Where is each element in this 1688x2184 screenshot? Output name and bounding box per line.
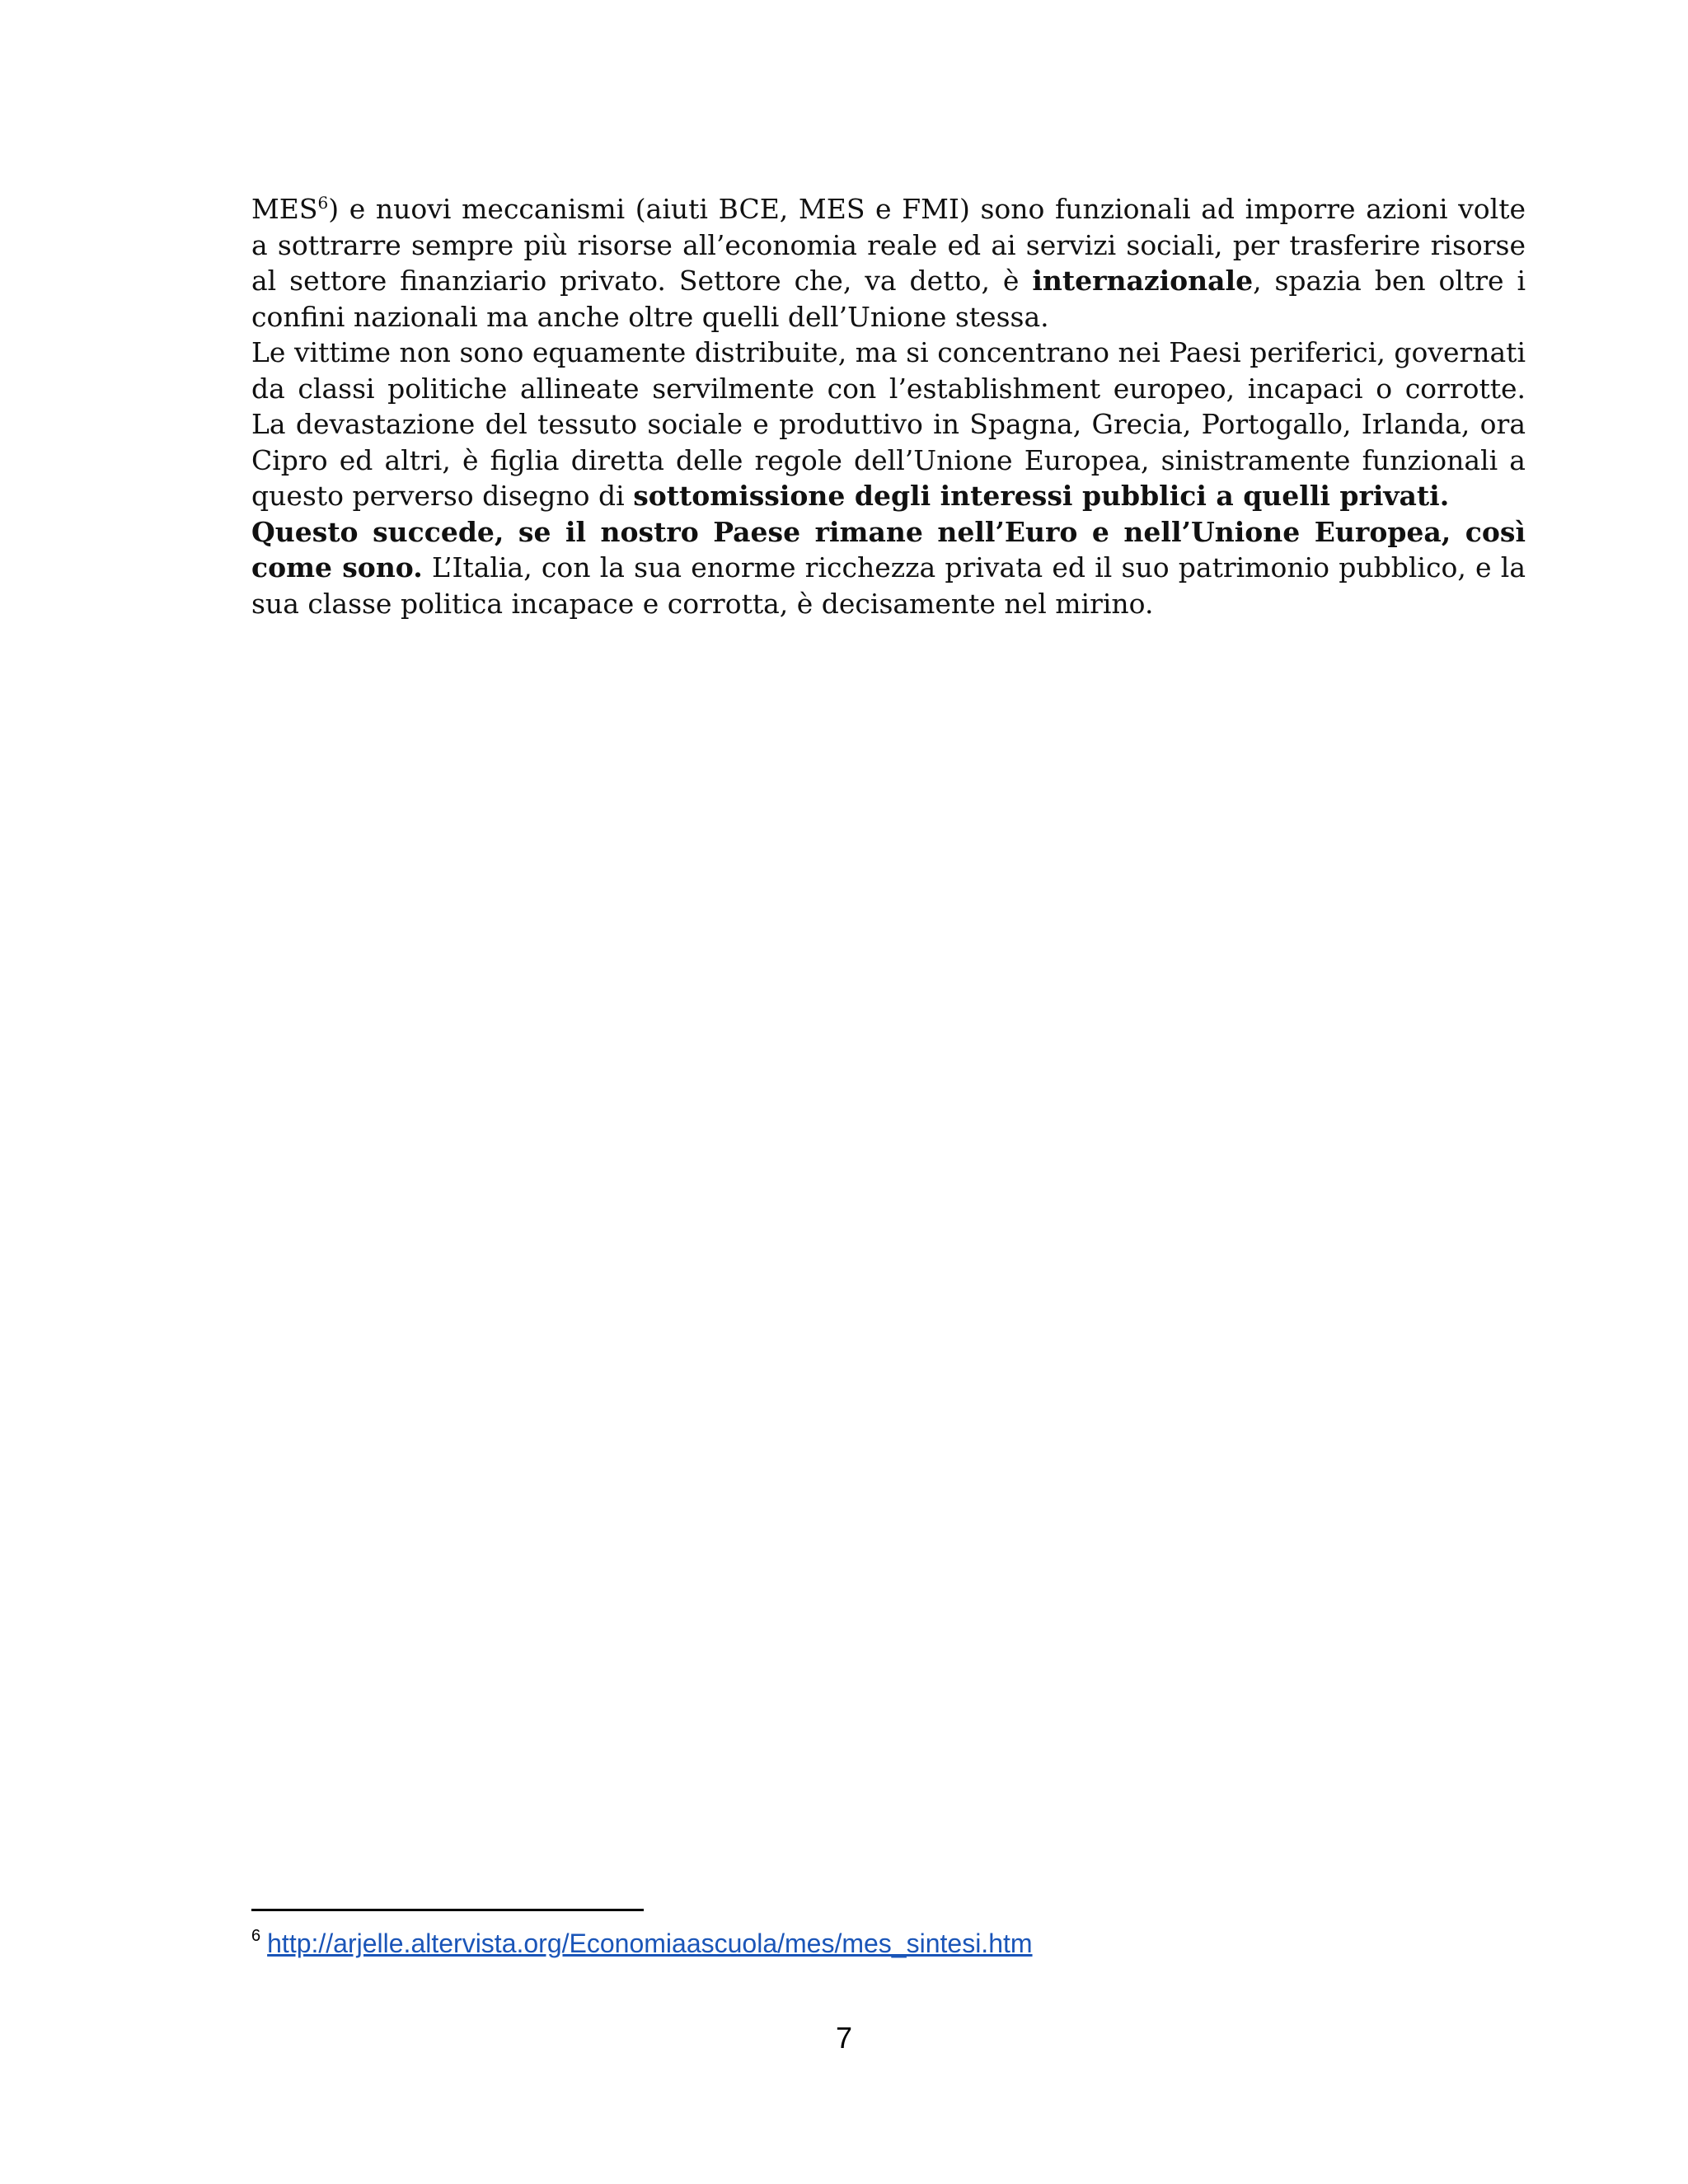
paragraph-2-text: Le vittime non sono equamente distribuite, ma si concentrano nei Paesi periferici, governati da classi politiche allineate servilmente con l’establishment europeo, incapaci o corrotte. La devastazione del tessuto sociale e produttivo in Spagna, Grecia, Portogallo, Irlanda, ora Cipro ed altri, è figlia diretta delle regole dell’Unione Europea, sinistramente funzionali a questo perverso disegno di bbox=[251, 336, 1526, 512]
footnote-link[interactable]: http://arjelle.altervista.org/Economiaascuola/mes/mes_sintesi.htm bbox=[267, 1929, 1033, 1958]
footnote-reference-6[interactable]: 6 bbox=[317, 193, 329, 213]
paragraph-1-text-c: , spazia ben oltre i confini nazionali ma anche oltre quelli dell’Unione stessa. bbox=[251, 265, 1526, 333]
paragraph-1-bold: internazionale bbox=[1032, 265, 1254, 297]
footnote-6 bbox=[251, 1927, 1033, 1960]
footnote-number: 6 bbox=[251, 1927, 261, 1945]
paragraph-2 bbox=[251, 335, 1526, 514]
paragraph-1 bbox=[251, 191, 1526, 335]
paragraph-3-text: L’Italia, con la sua enorme ricchezza privata ed il suo patrimonio pubblico, e la sua classe politica incapace e corrotta, è decisamente nel mirino. bbox=[251, 551, 1526, 620]
footnote-separator bbox=[251, 1909, 644, 1911]
paragraph-1-text-a: MES bbox=[251, 193, 318, 225]
paragraph-2-bold: sottomissione degli interessi pubblici a quelli privati. bbox=[633, 480, 1450, 512]
body-text bbox=[251, 191, 1526, 621]
page-number: 7 bbox=[835, 2021, 853, 2055]
paragraph-3 bbox=[251, 514, 1526, 622]
paragraph-1-text-b: ) e nuovi meccanismi (aiuti BCE, MES e FMI) sono funzionali ad imporre azioni volte a sottrarre sempre più risorse all’economia reale ed ai servizi sociali, per trasferire risorse al settore finanziario privato. Settore che, va detto, è bbox=[251, 193, 1526, 297]
paragraph-3-bold: Questo succede, se il nostro Paese rimane nell’Euro e nell’Unione Europea, così come sono. bbox=[251, 515, 1526, 583]
